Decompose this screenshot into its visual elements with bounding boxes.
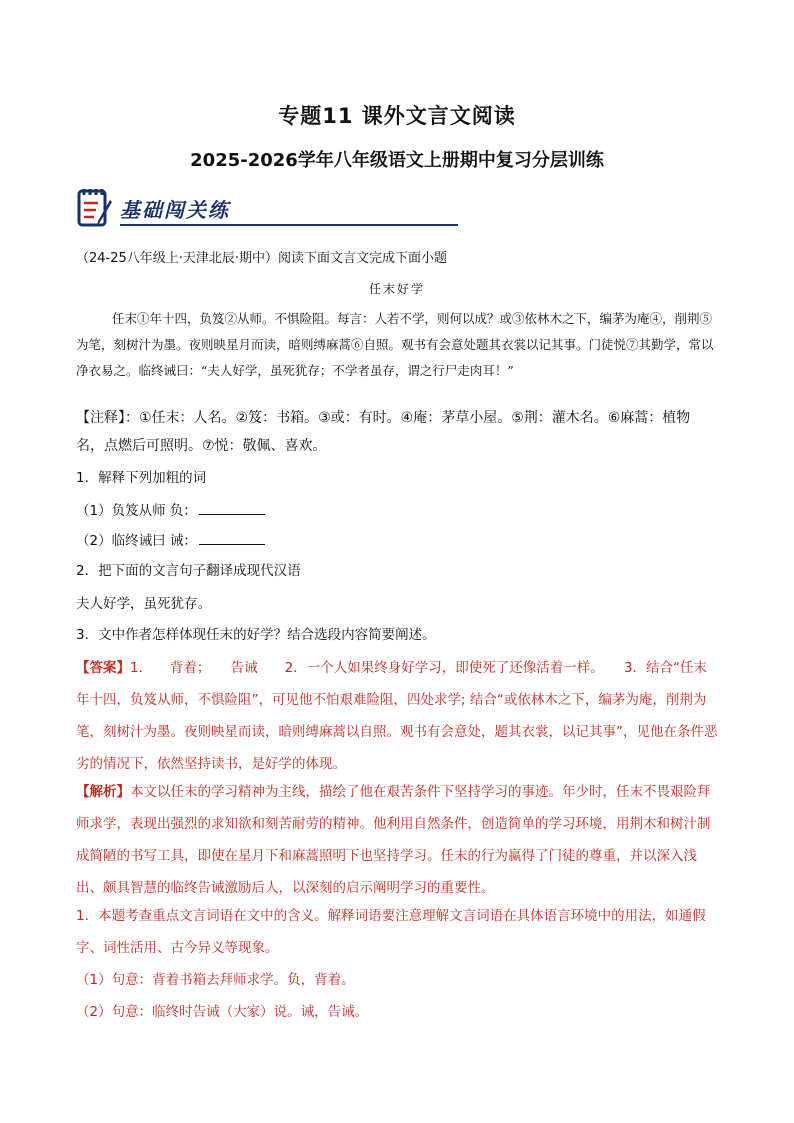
document-title: 专题11 课外文言文阅读 — [278, 104, 516, 128]
question-source: （24-25八年级上·天津北辰·期中）阅读下面文言文完成下面小题 — [76, 251, 448, 266]
question-1-part-1 — [76, 500, 718, 521]
question-1-part-1-text: （1）负笈从师 负： — [76, 503, 197, 519]
question-2-sentence: 夫人好学，虽死犹存。 — [76, 596, 211, 612]
classical-passage: 任末①年十四，负笈②从师。不惧险阻。每言：人若不学，则何以成？或③依林木之下，编茅为庵④，削荆⑤为笔，刻树汁为墨。夜则映星月而读，暗则缚麻蒿⑥自照。观书有会意处题其衣裳以记其事。门徒悦⑦其勤学，常以净衣易之。临终诫曰：“夫人好学，虽死犹存；不学者虽存，谓之行尸走肉耳！” — [76, 311, 714, 378]
badge-underline — [120, 224, 458, 226]
analysis-label: 【解析】 — [76, 784, 130, 800]
question-1-part-2 — [76, 530, 718, 551]
annotation-note: 【注释】：①任末：人名。②笈：书箱。③或：有时。④庵：茅草小屋。⑤荆：灌木名。⑥麻蒿：植物名，点燃后可照明。⑦悦：敬佩、喜欢。 — [76, 410, 691, 454]
question-1-stem: 1．解释下列加粗的词 — [76, 470, 207, 486]
analysis-point-2: （1）句意：背着书箱去拜师求学。负，背着。 — [76, 972, 355, 988]
document-subtitle: 2025-2026学年八年级语文上册期中复习分层训练 — [190, 150, 604, 171]
analysis-point-1: 1．本题考查重点文言词语在文中的含义。解释词语要注意理解文言词语在具体语言环境中的用法，如通假字、词性活用、古今异义等现象。 — [76, 908, 706, 956]
section-badge — [76, 186, 456, 232]
analysis-block — [76, 776, 718, 904]
analysis-text: 本文以任末的学习精神为主线，描绘了他在艰苦条件下坚持学习的事迹。年少时，任末不畏艰险拜师求学，表现出强烈的求知欲和刻苦耐劳的精神。他利用自然条件，创造简单的学习环境，用荆木和树汁制成简陋的书写工具，即使在星月下和麻蒿照明下也坚持学习。任末的行为赢得了门徒的尊重，并以深入浅出、颇具智慧的临终告诫激励后人，以深刻的启示阐明学习的重要性。 — [76, 784, 711, 896]
question-2-stem: 2．把下面的文言句子翻译成现代汉语 — [76, 563, 301, 579]
answer-block — [76, 652, 718, 780]
question-3-stem: 3．文中作者怎样体现任末的好学？结合选段内容简要阐述。 — [76, 627, 436, 643]
passage-title: 任末好学 — [368, 282, 425, 296]
answer-blank[interactable] — [199, 500, 265, 515]
answer-label: 【答案】 — [76, 660, 130, 676]
analysis-point-3: （2）句意：临终时告诫（大家）说。诫，告诫。 — [76, 1004, 369, 1020]
section-badge-label: 基础闯关练 — [120, 198, 230, 222]
answer-blank[interactable] — [199, 530, 265, 545]
answer-text: 1. 背着； 告诫 2．一个人如果终身好学习，即使死了还像活着一样。 3．结合“任末年十四，负笈从师，不惧险阻”，可见他不怕艰难险阻，四处求学; 结合“或依林木之下，编茅为庵，削荆为笔，刻树汁为墨。夜则映星而读，暗则缚麻蒿以自照。观书有会意处，题其衣裳，以记其事”，见他在条件恶劣的情况下，依然坚持读书，是好学的体现。 — [76, 660, 718, 772]
question-1-part-2-text: （2）临终诫曰 诫： — [76, 533, 197, 549]
notepad-pen-icon — [76, 186, 116, 234]
